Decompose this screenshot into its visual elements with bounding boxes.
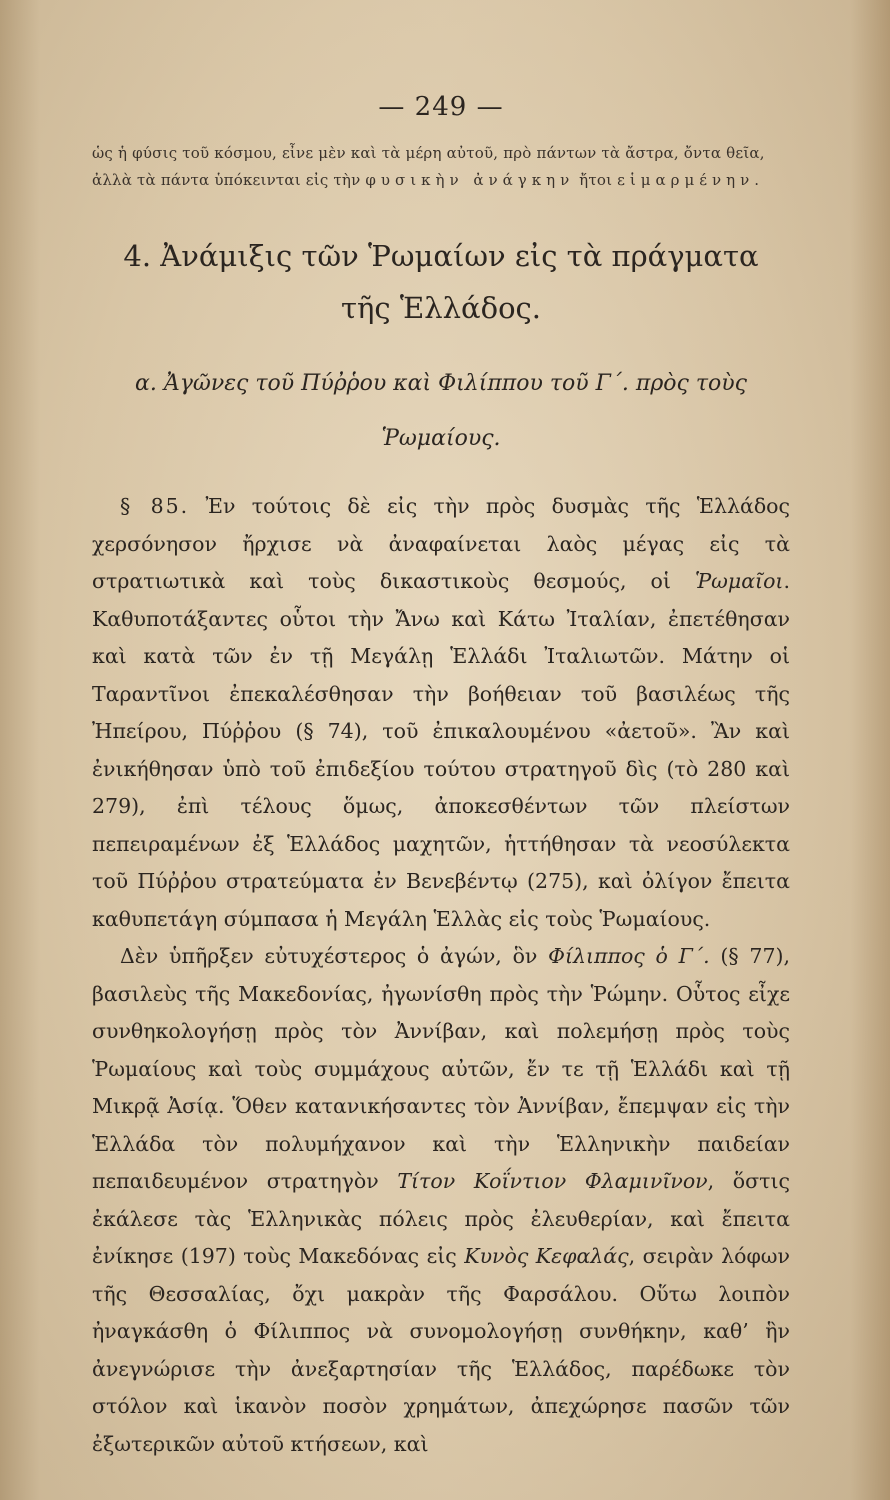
paragraph-85 — [92, 488, 790, 938]
para2-text-a: Δὲν ὑπῆρξεν εὐτυχέστερος ὁ ἀγών, ὃν — [120, 944, 549, 968]
para2-text-b: (§ 77), βασιλεὺς τῆς Μακεδονίας, ἠγωνίσθη πρὸς τὴν Ῥώμην. Οὗτος εἶχε συνθηκολογήσῃ πρὸς τὸν Ἀννίβαν, καὶ πολεμήσῃ πρὸς τοὺς Ῥωμαίους καὶ τοὺς συμμάχους αὐτῶν, ἔν τε τῇ Ἑλλάδι καὶ τῇ Μικρᾷ Ἀσίᾳ. Ὅθεν κατανικήσαντες τὸν Ἀννίβαν, ἔπεμψαν εἰς τὴν Ἑλλάδα τὸν πολυμήχανον καὶ τὴν Ἑλληνικὴν παιδείαν πεπαιδευμένον στρατηγὸν — [92, 944, 790, 1193]
chapter-heading-line-2: τῆς Ἑλλάδος. — [341, 291, 541, 325]
intro-paragraph — [92, 140, 790, 194]
para2-italic-b: Τίτον Κοΐντιον Φλαμινῖνον — [397, 1169, 708, 1193]
chapter-heading — [92, 230, 790, 334]
para1-text-b: . Καθυποτάξαντες οὗτοι τὴν Ἄνω καὶ Κάτω Ἰταλίαν, ἐπετέθησαν καὶ κατὰ τῶν ἐν τῇ Μεγάλῃ Ἑλλάδι Ἰταλιωτῶν. Μάτην οἱ Ταραντῖνοι ἐπεκαλέσθησαν τὴν βοήθειαν τοῦ βασιλέως τῆς Ἠπείρου, Πύῤῥου (§ 74), τοῦ ἐπικαλουμένου «ἀετοῦ». Ἂν καὶ ἐνικήθησαν ὑπὸ τοῦ ἐπιδεξίου τούτου στρατηγοῦ δὶς (τὸ 280 καὶ 279), ἐπὶ τέλους ὅμως, ἀποκεσθέντων τῶν πλείστων πεπειραμένων ἐξ Ἑλλάδος μαχητῶν, ἡττήθησαν τὰ νεοσύλεκτα τοῦ Πύῤῥου στρατεύματα ἐν Βενεβέντῳ (275), καὶ ὀλίγον ἔπειτα καθυπετάγη σύμπασα ἡ Μεγάλη Ἑλλὰς εἰς τοὺς Ῥωμαίους. — [92, 569, 790, 931]
para2-text-c: , ὅστις ἐκάλεσε τὰς Ἑλληνικὰς πόλεις πρὸς ἐλευθερίαν, καὶ ἔπειτα ἐνίκησε (197) τοὺς Μακεδόνας εἰς — [92, 1169, 791, 1268]
section-heading-line-2: Ῥωμαίους. — [381, 426, 501, 451]
section-mark: § 85. — [120, 494, 190, 518]
paragraph-philip — [92, 938, 790, 1463]
section-heading — [92, 356, 790, 466]
chapter-heading-line-1: 4. Ἀνάμιξις τῶν Ῥωμαίων εἰς τὰ πράγματα — [123, 239, 759, 273]
para2-text-d: , σειρὰν λόφων τῆς Θεσσαλίας, ὄχι μακρὰν τῆς Φαρσάλου. Οὕτω λοιπὸν ἠναγκάσθη ὁ Φίλιππος νὰ συνομολογήσῃ συνθήκην, καθ’ ἣν ἀνεγνώρισε τὴν ἀνεξαρτησίαν τῆς Ἑλλάδος, παρέδωκε τὸν στόλον καὶ ἱκανὸν ποσὸν χρημάτων, ἀπεχώρησε πασῶν τῶν ἐξωτερικῶν αὐτοῦ κτήσεων, καὶ — [92, 1244, 790, 1456]
page-number: — 249 — — [378, 92, 504, 122]
intro-spaced-a: φυσικὴν ἀνάγκην — [365, 171, 575, 189]
intro-text-a: ὡς ἡ φύσις τοῦ κόσμου, εἶνε μὲν καὶ τὰ μέρη αὐτοῦ, πρὸ πάντων τὰ ἄστρα, ὄντα θεῖα, ἀλλὰ τὰ πάντα ὑπόκεινται εἰς τὴν — [92, 144, 765, 189]
para2-italic-a: Φίλιππος ὁ Γ΄. — [548, 944, 710, 968]
intro-text-b: ἤτοι — [574, 171, 618, 189]
para1-text-a: Ἐν τούτοις δὲ εἰς τὴν πρὸς δυσμὰς τῆς Ἑλλάδος χερσόνησον ἤρχισε νὰ ἀναφαίνεται λαὸς μέγας εἰς τὰ στρατιωτικὰ καὶ τοὺς δικαστικοὺς θεσμούς, οἱ — [92, 494, 790, 593]
para1-italic-a: Ῥωμαῖοι — [694, 569, 784, 593]
para2-italic-c: Κυνὸς Κεφαλάς — [464, 1244, 629, 1268]
intro-spaced-b: εἱμαρμένην. — [617, 171, 765, 189]
body-text — [92, 488, 790, 1463]
section-heading-line-1: α. Ἀγῶνες τοῦ Πύῤῥου καὶ Φιλίππου τοῦ Γ΄. πρὸς τοὺς — [135, 371, 747, 396]
